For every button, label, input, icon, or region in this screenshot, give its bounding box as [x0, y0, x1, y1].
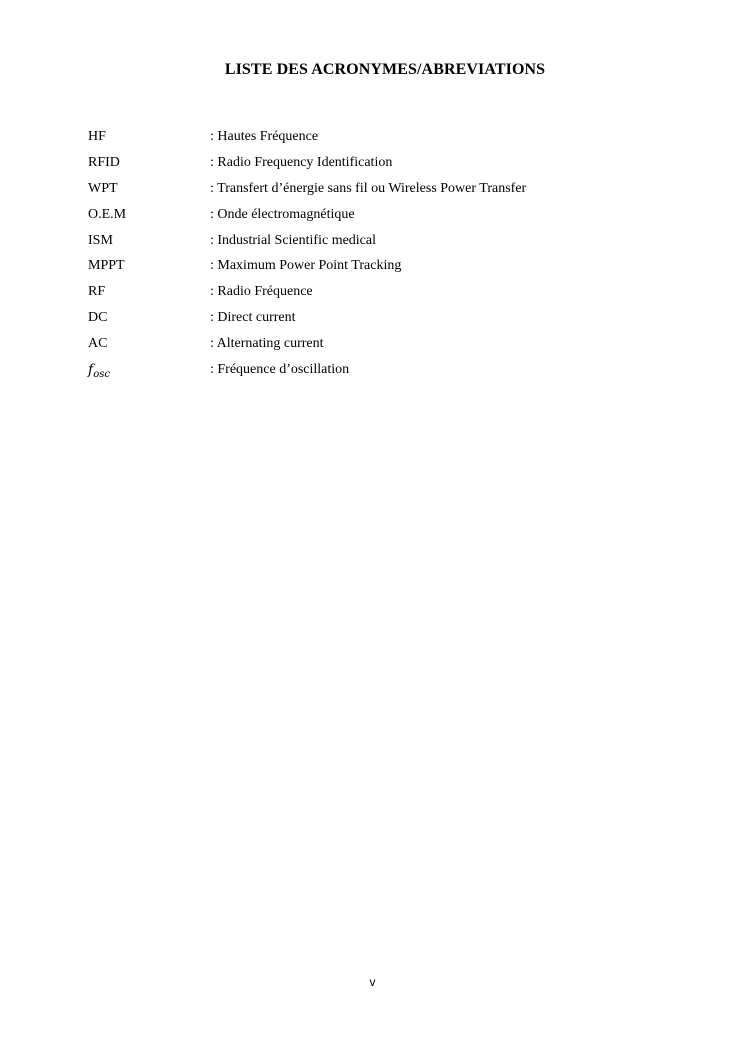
page-title: LISTE DES ACRONYMES/ABREVIATIONS	[224, 61, 546, 78]
acronym-term: ISM	[88, 232, 113, 248]
acronym-list	[88, 128, 688, 387]
page-number: v	[369, 975, 376, 989]
acronym-definition: : Onde électromagnétique	[210, 206, 355, 222]
acronym-term: RFID	[88, 154, 120, 170]
acronym-term: HF	[88, 129, 106, 144]
acronym-term: O.E.M	[88, 206, 127, 222]
acronym-definition: : Alternating current	[210, 336, 324, 352]
acronym-term: MPPT	[88, 258, 125, 274]
acronym-row	[88, 232, 688, 258]
acronym-row	[88, 257, 688, 283]
acronym-term: AC	[88, 336, 108, 352]
acronym-definition: : Maximum Power Point Tracking	[210, 258, 402, 274]
acronym-row	[88, 128, 688, 154]
acronym-row	[88, 335, 688, 361]
acronym-term: DC	[88, 310, 108, 326]
acronym-definition: : Hautes Fréquence	[210, 129, 319, 144]
acronym-term-math	[88, 361, 210, 379]
acronym-term: WPT	[88, 180, 118, 196]
acronym-row	[88, 206, 688, 232]
acronym-row	[88, 180, 688, 206]
acronym-definition: : Radio Fréquence	[210, 284, 313, 300]
acronym-row	[88, 283, 688, 309]
acronym-definition: : Industrial Scientific medical	[210, 232, 377, 248]
acronym-definition: : Direct current	[210, 310, 296, 326]
acronym-term: RF	[88, 284, 106, 300]
math-symbol: f	[88, 362, 94, 379]
acronym-row	[88, 154, 688, 180]
acronym-definition: : Radio Frequency Identification	[210, 154, 393, 170]
acronym-definition: : Transfert d’énergie sans fil ou Wireless Power Transfer	[210, 180, 527, 196]
acronym-row	[88, 361, 688, 387]
math-subscript: osc	[93, 369, 110, 381]
acronym-definition: : Fréquence d’oscillation	[210, 362, 350, 378]
acronym-row	[88, 309, 688, 335]
